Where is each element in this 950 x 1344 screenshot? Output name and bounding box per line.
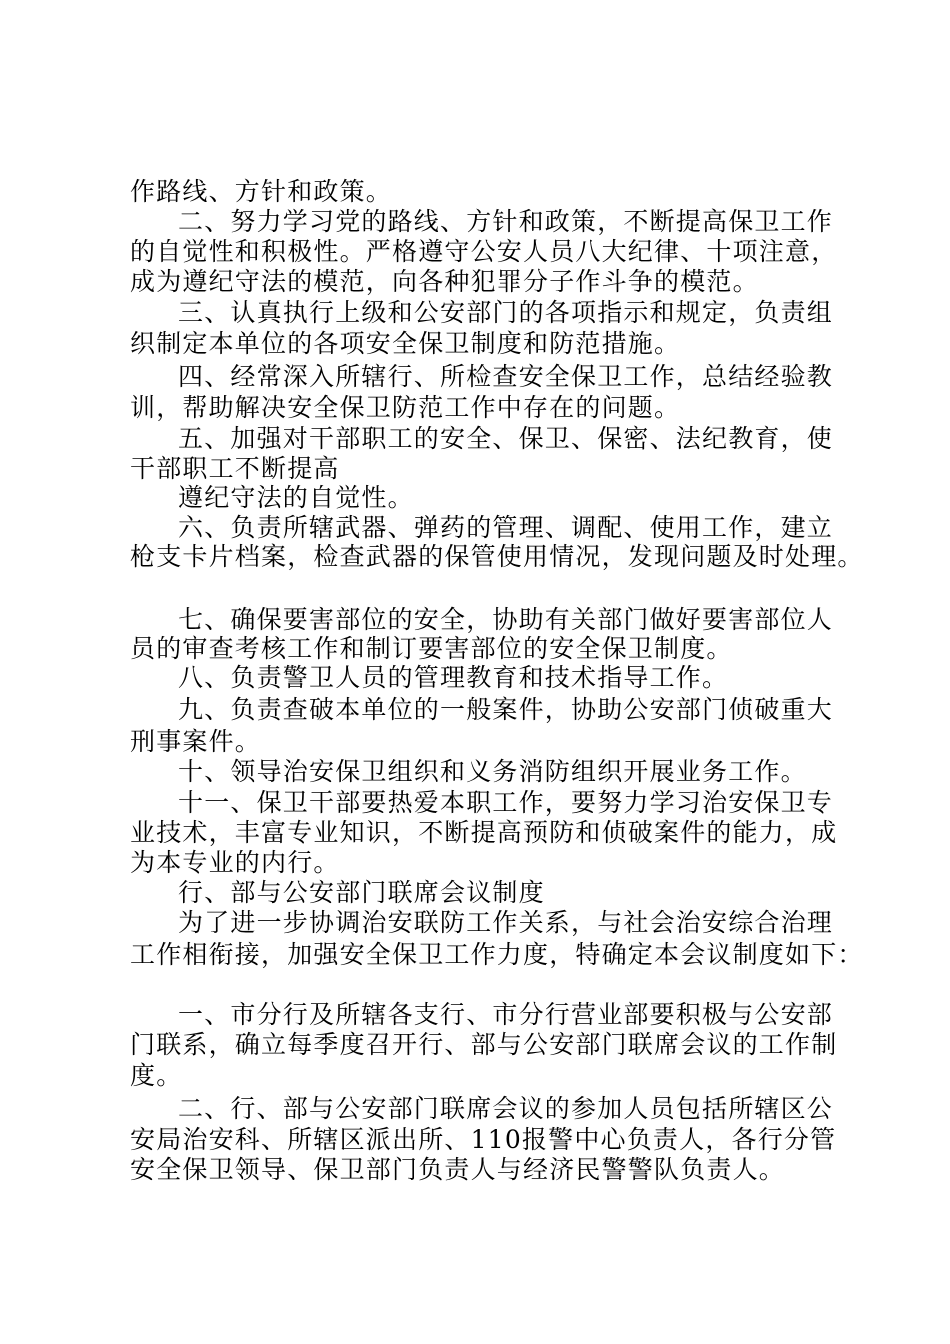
text-line: 作路线、方针和政策。 bbox=[130, 177, 393, 206]
text-line: 九、负责查破本单位的一般案件，协助公安部门侦破重大 bbox=[178, 695, 834, 724]
text-line: 三、认真执行上级和公安部门的各项指示和规定，负责组 bbox=[178, 298, 834, 327]
text-line: 工作相衔接，加强安全保卫工作力度，特确定本会议制度如下： bbox=[130, 940, 864, 969]
text-line: 安全保卫领导、保卫部门负责人与经济民警警队负责人。 bbox=[130, 1155, 786, 1184]
section-heading: 行、部与公安部门联席会议制度 bbox=[178, 878, 545, 907]
text-line: 一、市分行及所辖各支行、市分行营业部要积极与公安部 bbox=[178, 1000, 834, 1029]
text-line: 刑事案件。 bbox=[130, 727, 262, 756]
text-line: 为本专业的内行。 bbox=[130, 848, 340, 877]
text-line: 织制定本单位的各项安全保卫制度和防范措施。 bbox=[130, 329, 681, 358]
text-line: 员的审查考核工作和制订要害部位的安全保卫制度。 bbox=[130, 634, 733, 663]
text-line: 业技术，丰富专业知识，不断提高预防和侦破案件的能力，成 bbox=[130, 818, 838, 847]
text-line: 十一、保卫干部要热爱本职工作，要努力学习治安保卫专 bbox=[178, 788, 834, 817]
text-line: 门联系，确立每季度召开行、部与公安部门联席会议的工作制 bbox=[130, 1030, 838, 1059]
text-line: 八、负责警卫人员的管理教育和技术指导工作。 bbox=[178, 663, 729, 692]
text-line: 的自觉性和积极性。严格遵守公安人员八大纪律、十项注意， bbox=[130, 237, 838, 266]
text-line: 六、负责所辖武器、弹药的管理、调配、使用工作，建立 bbox=[178, 513, 834, 542]
text-line: 训，帮助解决安全保卫防范工作中存在的问题。 bbox=[130, 393, 681, 422]
text-line: 为了进一步协调治安联防工作关系，与社会治安综合治理 bbox=[178, 908, 834, 937]
text-line: 度。 bbox=[130, 1061, 183, 1090]
text-line: 安局治安科、所辖区派出所、110报警中心负责人，各行分管 bbox=[130, 1125, 837, 1154]
text-line: 干部职工不断提高 bbox=[130, 454, 340, 483]
text-line: 遵纪守法的自觉性。 bbox=[178, 483, 414, 512]
text-line: 成为遵纪守法的模范，向各种犯罪分子作斗争的模范。 bbox=[130, 267, 759, 296]
text-line: 十、领导治安保卫组织和义务消防组织开展业务工作。 bbox=[178, 757, 807, 786]
text-line: 二、行、部与公安部门联席会议的参加人员包括所辖区公 bbox=[178, 1094, 834, 1123]
text-line: 枪支卡片档案，检查武器的保管使用情况，发现问题及时处理。 bbox=[130, 542, 864, 571]
text-line: 四、经常深入所辖行、所检查安全保卫工作，总结经验教 bbox=[178, 362, 834, 391]
text-line: 七、确保要害部位的安全，协助有关部门做好要害部位人 bbox=[178, 605, 834, 634]
text-line: 二、努力学习党的路线、方针和政策，不断提高保卫工作 bbox=[178, 207, 834, 236]
text-line: 五、加强对干部职工的安全、保卫、保密、法纪教育，使 bbox=[178, 424, 834, 453]
